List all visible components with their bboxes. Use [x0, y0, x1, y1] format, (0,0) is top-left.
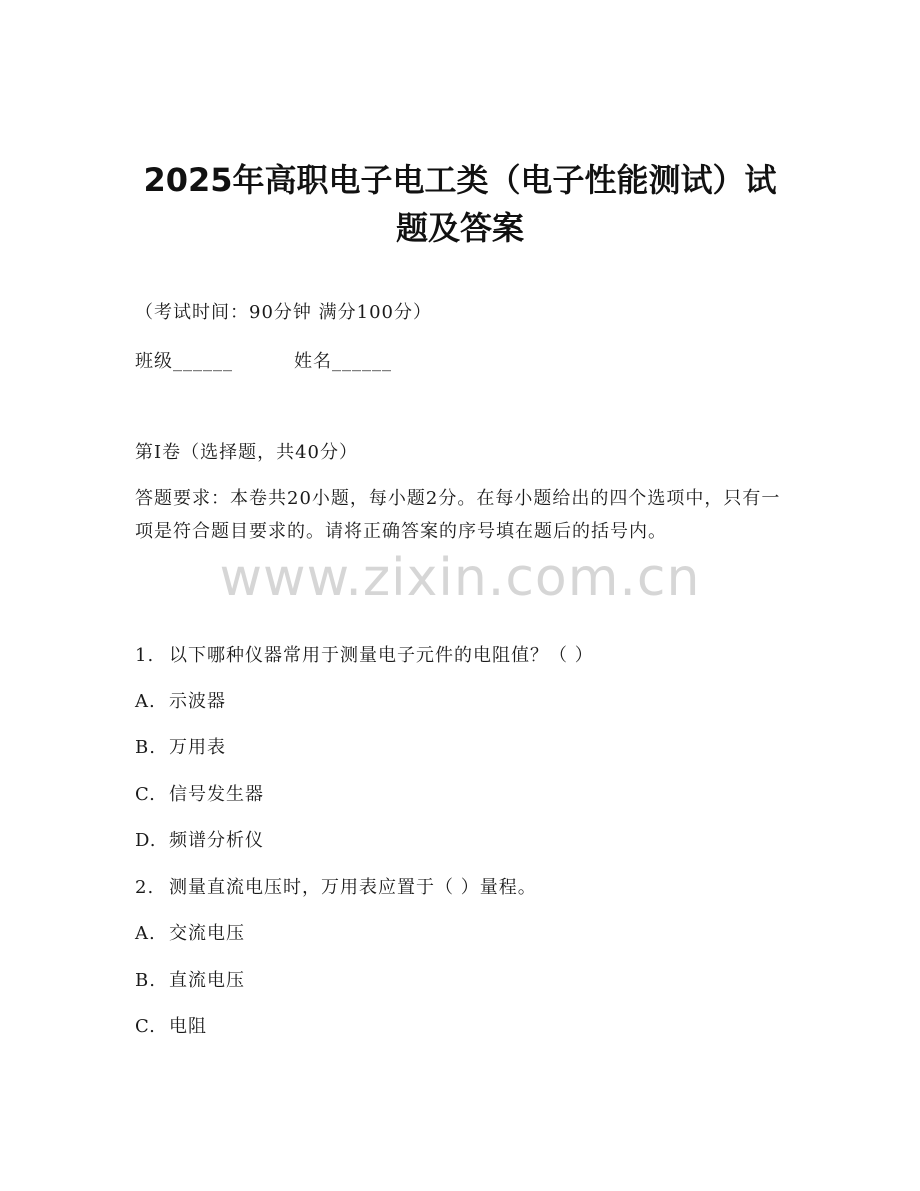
question-2-option-b [135, 969, 245, 993]
watermark: www.zixin.com.cn [219, 548, 701, 608]
section-heading: 第I卷（选择题，共40分） [135, 442, 359, 463]
option-letter: A. [135, 691, 156, 712]
option-text: 信号发生器 [169, 784, 264, 805]
option-text: 频谱分析仪 [169, 830, 264, 851]
document-title-line-1: 2025年高职电子电工类（电子性能测试）试 [143, 161, 777, 199]
question-text: 以下哪种仪器常用于测量电子元件的电阻值？（ ） [169, 645, 594, 666]
option-letter: C. [135, 784, 156, 805]
option-letter: C. [135, 1016, 156, 1037]
option-letter: B. [135, 737, 156, 758]
section-instructions: 答题要求：本卷共20小题，每小题2分。在每小题给出的四个选项中，只有一项是符合题目要求的。请将正确答案的序号填在题后的括号内。 [135, 488, 781, 542]
exam-time-score: （考试时间：90分钟 满分100分） [135, 302, 432, 323]
question-number: 1. [135, 645, 155, 666]
question-2-option-a [135, 922, 245, 946]
option-text: 交流电压 [169, 923, 245, 944]
question-1-option-b [135, 736, 226, 760]
option-text: 电阻 [169, 1016, 207, 1037]
option-text: 示波器 [169, 691, 226, 712]
question-1-option-d [135, 829, 264, 853]
option-letter: A. [135, 923, 156, 944]
class-field: 班级______ [135, 351, 233, 372]
question-1-option-a [135, 690, 226, 714]
document-title-line-2: 题及答案 [395, 209, 524, 247]
question-text: 测量直流电压时，万用表应置于（ ）量程。 [169, 877, 537, 898]
question-number: 2. [135, 877, 155, 898]
option-letter: D. [135, 830, 157, 851]
question-2-option-c [135, 1015, 207, 1039]
question-2 [135, 876, 537, 900]
name-field: 姓名______ [294, 351, 392, 372]
option-text: 直流电压 [169, 970, 245, 991]
option-text: 万用表 [169, 737, 226, 758]
question-1 [135, 644, 594, 668]
option-letter: B. [135, 970, 156, 991]
question-1-option-c [135, 783, 264, 807]
